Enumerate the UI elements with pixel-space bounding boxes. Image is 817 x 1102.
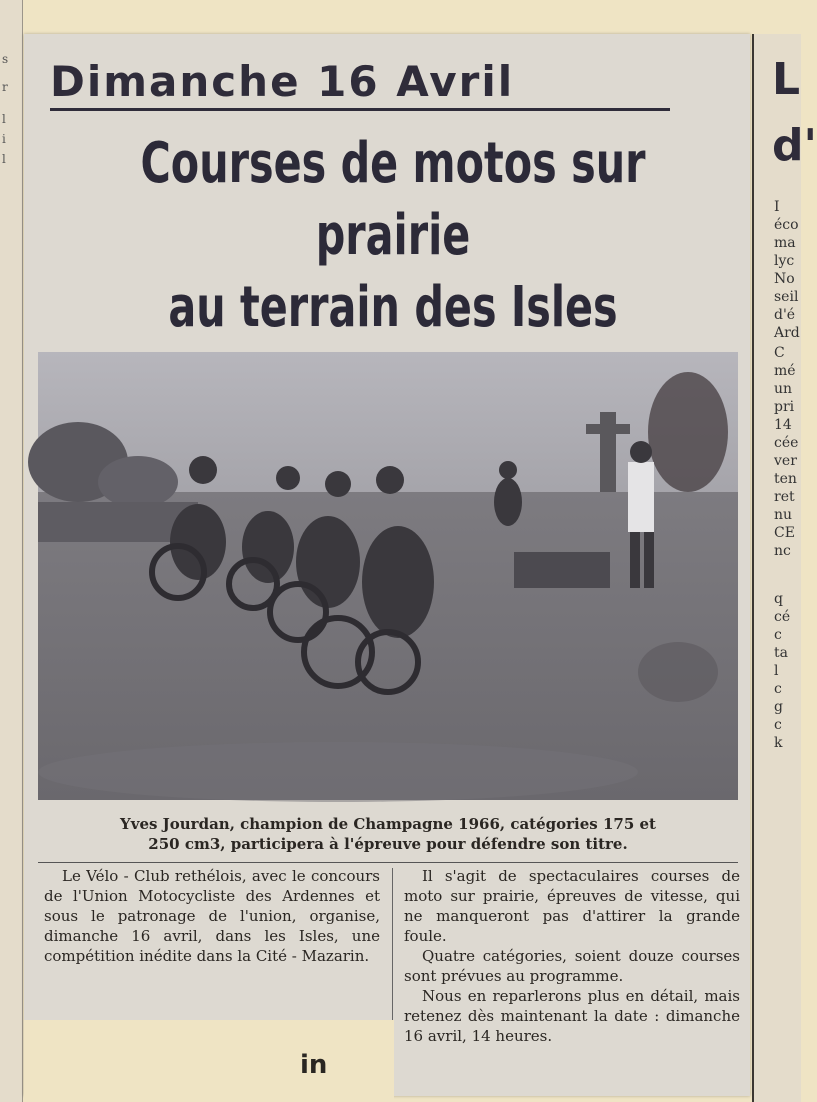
adjacent-line: ver <box>774 453 797 469</box>
adjacent-line: lyc <box>774 253 795 269</box>
adjacent-line: ma <box>774 235 796 251</box>
heading-rule <box>50 108 670 111</box>
adjacent-line: l <box>774 663 779 679</box>
caption-line-2: 250 cm3, participera à l'épreuve pour défendre son titre. <box>148 835 628 853</box>
left-fragment-4: i <box>2 132 6 146</box>
adjacent-line: CE <box>774 525 795 541</box>
article-paragraph: Quatre catégories, soient douze courses sont prévues au programme. <box>404 947 740 985</box>
caption-rule <box>38 862 738 863</box>
race-photo <box>38 352 738 800</box>
adjacent-line: Ard <box>774 325 800 341</box>
article-date-heading: Dimanche 16 Avril <box>50 57 515 106</box>
left-page-edge <box>0 0 23 1102</box>
torn-edge <box>24 1020 394 1102</box>
article-column-2 <box>404 866 740 1046</box>
adjacent-line: k <box>774 735 783 751</box>
left-fragment-2: r <box>2 80 8 94</box>
article-paragraph: Nous en reparlerons plus en détail, mais retenez dès maintenant la date : dimanche 16 avril, 14 heures. <box>404 987 740 1045</box>
adjacent-line: cé <box>774 609 791 625</box>
article-column-1 <box>44 866 380 966</box>
adjacent-line: éco <box>774 217 799 233</box>
adjacent-line: nu <box>774 507 793 523</box>
adjacent-line: No <box>774 271 795 287</box>
adjacent-line: c <box>774 681 782 697</box>
adjacent-line: mé <box>774 363 796 379</box>
adjacent-line: q <box>774 591 783 607</box>
adjacent-line: ten <box>774 471 797 487</box>
article-paragraph: Le Vélo - Club rethélois, avec le concours de l'Union Motocycliste des Ardennes et sous le patronage de l'union, organise, dimanche 16 avril, dans les Isles, une compétition inédite dans la Cité - Mazarin. <box>44 867 380 965</box>
torn-text-fragment: in <box>300 1050 328 1080</box>
article-paragraph: Il s'agit de spectaculaires courses de moto sur prairie, épreuves de vitesse, qui ne manqueront pas d'attirer la grande foule. <box>404 867 740 945</box>
headline-line-1: Courses de motos sur prairie <box>140 131 646 268</box>
adjacent-heading-2: d' <box>772 120 817 171</box>
adjacent-line: 14 <box>774 417 792 433</box>
left-fragment-5: l <box>2 152 6 166</box>
adjacent-line: I <box>774 199 780 215</box>
adjacent-line: nc <box>774 543 791 559</box>
adjacent-line: d'é <box>774 307 796 323</box>
caption-line-1: Yves Jourdan, champion de Champagne 1966, catégories 175 et <box>120 815 656 833</box>
adjacent-line: ret <box>774 489 795 505</box>
adjacent-article-column <box>752 34 817 1102</box>
adjacent-line: c <box>774 717 782 733</box>
adjacent-line: g <box>774 699 783 715</box>
adjacent-line: C <box>774 345 785 361</box>
adjacent-line: pri <box>774 399 795 415</box>
adjacent-line: c <box>774 627 782 643</box>
left-fragment-3: l <box>2 112 6 126</box>
race-photo-image <box>38 352 738 800</box>
adjacent-line: seil <box>774 289 799 305</box>
article-headline <box>104 128 683 344</box>
photo-caption <box>38 814 738 854</box>
adjacent-line: un <box>774 381 793 397</box>
adjacent-line: cée <box>774 435 799 451</box>
adjacent-line: ta <box>774 645 788 661</box>
left-fragment-1: s <box>2 52 9 66</box>
adjacent-heading-1: L <box>772 54 801 105</box>
headline-line-2: au terrain des Isles <box>168 275 618 340</box>
